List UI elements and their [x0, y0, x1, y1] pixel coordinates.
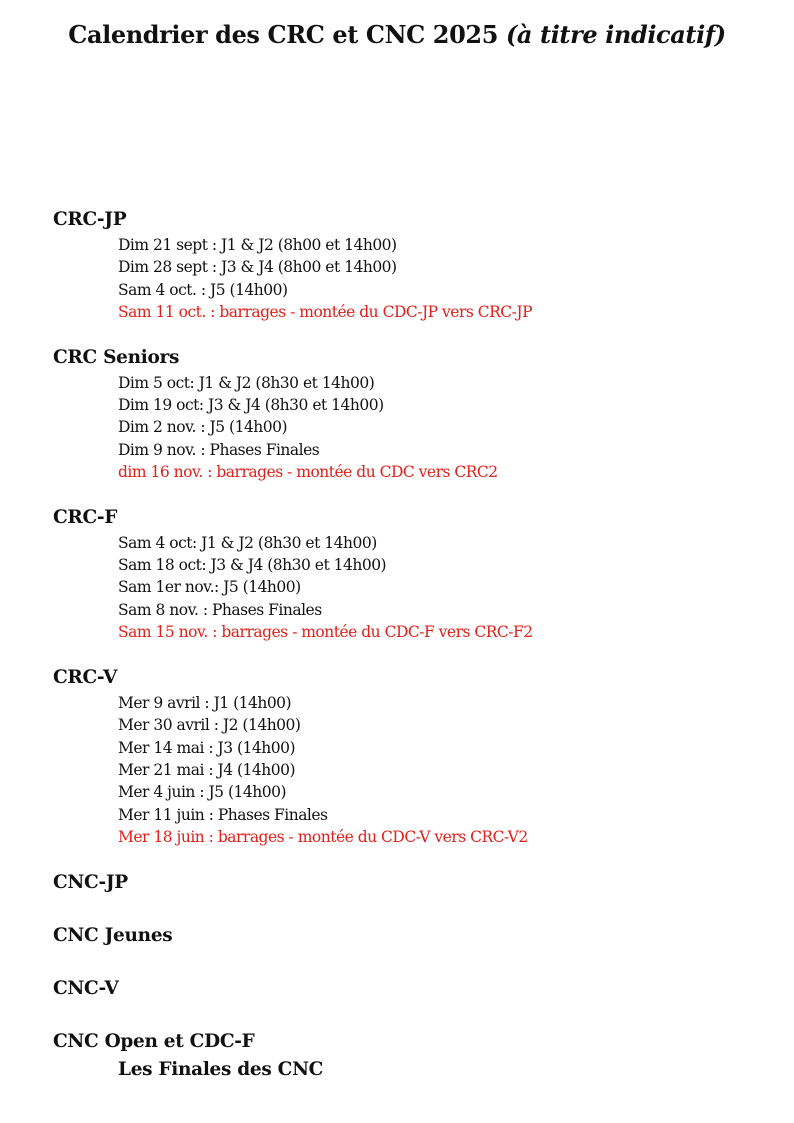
event-item-barrages: Mer 18 juin : barrages - montée du CDC-V vers CRC-V2: [118, 828, 528, 847]
event-item: Sam 18 oct: J3 & J4 (8h30 et 14h00): [118, 556, 387, 575]
event-item: Dim 2 nov. : J5 (14h00): [118, 418, 288, 437]
section-heading: CNC-V: [53, 977, 119, 999]
event-item: Sam 4 oct: J1 & J2 (8h30 et 14h00): [118, 533, 377, 552]
event-item-barrages: Sam 15 nov. : barrages - montée du CDC-F vers CRC-F2: [118, 623, 533, 642]
event-item: Dim 19 oct: J3 & J4 (8h30 et 14h00): [118, 396, 384, 415]
event-list: [53, 234, 773, 324]
event-item-barrages: Sam 11 oct. : barrages - montée du CDC-JP vers CRC-JP: [118, 303, 533, 322]
event-item: Mer 21 mai : J4 (14h00): [118, 760, 296, 779]
event-item: Mer 30 avril : J2 (14h00): [118, 716, 301, 735]
section-crc-v: [53, 664, 773, 849]
event-item: Mer 4 juin : J5 (14h00): [118, 783, 286, 802]
finales-subheading: Les Finales des CNC: [118, 1058, 324, 1080]
page-title: [0, 17, 794, 53]
event-item: Sam 4 oct. : J5 (14h00): [118, 280, 288, 299]
section-heading: CRC-F: [53, 506, 118, 528]
event-item: Mer 14 mai : J3 (14h00): [118, 738, 296, 757]
section-crc-f: [53, 504, 773, 644]
section-cnc-jeunes: [53, 922, 773, 950]
section-heading: CNC Open et CDC-F: [53, 1030, 255, 1052]
event-list: [53, 532, 773, 644]
calendar-sections: [53, 206, 773, 1104]
event-item: Dim 9 nov. : Phases Finales: [118, 440, 320, 459]
title-italic-note: (à titre indicatif): [505, 20, 726, 49]
event-item: Sam 8 nov. : Phases Finales: [118, 600, 322, 619]
section-heading: CNC-JP: [53, 871, 128, 893]
section-crc-seniors: [53, 344, 773, 484]
event-list: [53, 372, 773, 484]
section-cnc-jp: [53, 869, 773, 897]
event-item-barrages: dim 16 nov. : barrages - montée du CDC vers CRC2: [118, 463, 498, 482]
event-item: Dim 5 oct: J1 & J2 (8h30 et 14h00): [118, 373, 375, 392]
event-item: Mer 9 avril : J1 (14h00): [118, 693, 292, 712]
section-heading: CNC Jeunes: [53, 924, 173, 946]
event-item: Sam 1er nov.: J5 (14h00): [118, 578, 301, 597]
title-main: Calendrier des CRC et CNC 2025: [68, 20, 506, 49]
section-cnc-v: [53, 975, 773, 1003]
event-item: Mer 11 juin : Phases Finales: [118, 805, 328, 824]
event-item: Dim 28 sept : J3 & J4 (8h00 et 14h00): [118, 258, 397, 277]
section-heading: CRC-V: [53, 666, 118, 688]
event-item: Dim 21 sept : J1 & J2 (8h00 et 14h00): [118, 236, 397, 254]
section-cnc-open-cdc-f: [53, 1028, 773, 1084]
section-heading: CRC Seniors: [53, 346, 180, 368]
section-heading: CRC-JP: [53, 209, 127, 230]
event-list: [53, 692, 773, 849]
section-crc-jp: [53, 206, 773, 324]
